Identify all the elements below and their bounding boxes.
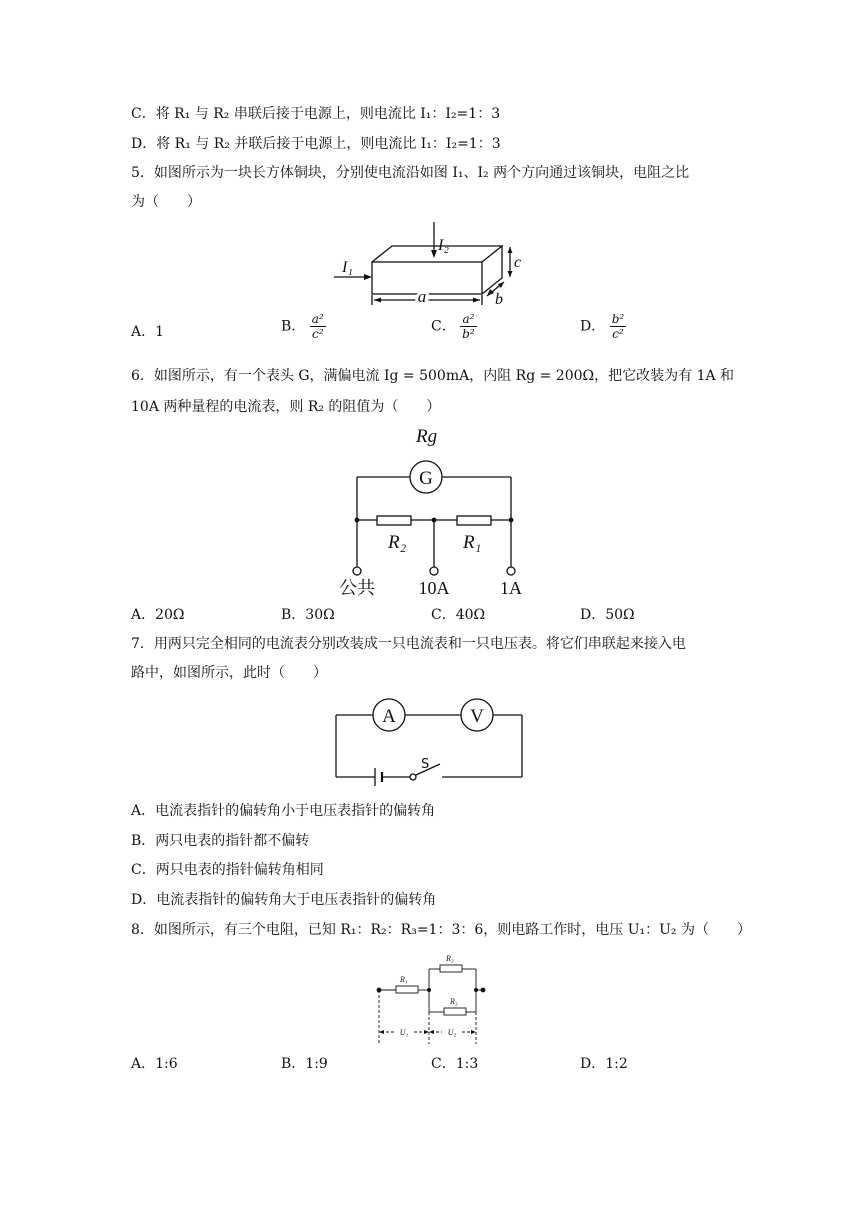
label-rg: Rg	[416, 426, 438, 447]
fraction-b: $\frac{\text{a²}}{\text{c²}}$	[311, 312, 324, 341]
q7-option-d: D．电流表指针的偏转角大于电压表指针的偏转角	[131, 892, 437, 908]
q6-option-d: D．50Ω	[580, 607, 635, 623]
q5-option-a: A．1	[131, 324, 165, 340]
resistor-r3	[444, 1008, 466, 1015]
q7-option-c: C．两只电表的指针偏转角相同	[131, 862, 324, 878]
q8-option-a: A．1:6	[131, 1056, 178, 1072]
q5-option-b: B． $\frac{\text{a²}}{\text{c²}}$	[281, 312, 324, 341]
q5-copper-block-figure	[330, 222, 530, 308]
label-u1: U₁	[399, 1028, 409, 1037]
label-i2: I₂	[438, 237, 449, 254]
q5-option-d: D． $\frac{\text{b²}}{\text{c²}}$	[580, 312, 625, 341]
label-b: b	[495, 291, 503, 308]
label-g: G	[419, 468, 433, 489]
terminal-1a	[507, 567, 515, 575]
q8-option-d: D．1:2	[580, 1056, 628, 1072]
label-i1: I₁	[342, 259, 353, 276]
terminal-10a	[430, 567, 438, 575]
terminal-common	[353, 567, 361, 575]
block-top-face	[372, 246, 502, 262]
q6-stem-line1: 6．如图所示，有一个表头 G，满偏电流 Ig = 500mA，内阻 Rg = 200Ω，把它改装为有 1A 和	[131, 368, 735, 384]
q6-option-b: B．30Ω	[281, 607, 335, 623]
q6-galvanometer-circuit-figure	[330, 424, 530, 600]
label-common: 公共	[339, 578, 375, 599]
q8-stem: 8．如图所示，有三个电阻，已知 R₁：R₂：R₃=1：3：6，则电路工作时，电压 U₁：U₂ 为（ ）	[131, 922, 751, 938]
q4-option-c: C．将 R₁ 与 R₂ 串联后接于电源上，则电流比 I₁：I₂=1：3	[131, 106, 501, 122]
q8-option-b: B．1:9	[281, 1056, 328, 1072]
resistor-r2	[440, 965, 462, 972]
label-a: a	[417, 287, 427, 306]
q7-option-a: A．电流表指针的偏转角小于电压表指针的偏转角	[131, 803, 436, 819]
q7-stem-line2: 路中，如图所示，此时（ ）	[131, 665, 327, 681]
q6-option-a: A．20Ω	[131, 607, 185, 623]
label-r3: R₃	[450, 997, 458, 1006]
q7-stem-line1: 7．用两只完全相同的电流表分别改装成一只电流表和一只电压表。将它们串联起来接入电	[131, 636, 686, 652]
resistor-r1	[396, 986, 418, 993]
label-voltmeter: V	[470, 706, 484, 727]
label-ammeter: A	[382, 706, 396, 727]
fraction-d: $\frac{\text{b²}}{\text{c²}}$	[611, 312, 625, 341]
label-r2: R₂	[388, 532, 407, 553]
q8-three-resistor-circuit-figure	[370, 950, 490, 1046]
label-1a: 1A	[500, 578, 522, 598]
q5-stem-line2: 为（ ）	[131, 194, 201, 210]
label-r1: R₁	[400, 975, 408, 984]
label-switch: S	[421, 757, 430, 772]
label-10a: 10A	[418, 578, 450, 598]
q7-option-b: B．两只电表的指针都不偏转	[131, 833, 310, 849]
q5-stem-line1: 5．如图所示为一块长方体铜块，分别使电流沿如图 I₁、I₂ 两个方向通过该铜块，电阻之比	[131, 165, 690, 181]
q4-option-d: D．将 R₁ 与 R₂ 并联后接于电源上，则电流比 I₁：I₂=1：3	[131, 136, 501, 152]
q8-option-c: C．1:3	[431, 1056, 479, 1072]
label-u2: U₂	[447, 1028, 457, 1037]
q7-series-meter-circuit-figure	[330, 696, 530, 786]
fraction-c: $\frac{\text{a²}}{\text{b²}}$	[462, 312, 475, 341]
q6-stem-line2: 10A 两种量程的电流表，则 R₂ 的阻值为（ ）	[131, 399, 441, 415]
block-front-face	[372, 262, 482, 294]
q5-option-c: C． $\frac{\text{a²}}{\text{b²}}$	[431, 312, 475, 341]
label-r1: R₁	[463, 532, 482, 553]
resistor-r2	[377, 516, 411, 525]
resistor-r1	[457, 516, 491, 525]
label-c: c	[514, 254, 522, 271]
q6-option-c: C．40Ω	[431, 607, 486, 623]
label-r2: R₂	[446, 954, 454, 963]
switch-contact	[410, 774, 416, 780]
